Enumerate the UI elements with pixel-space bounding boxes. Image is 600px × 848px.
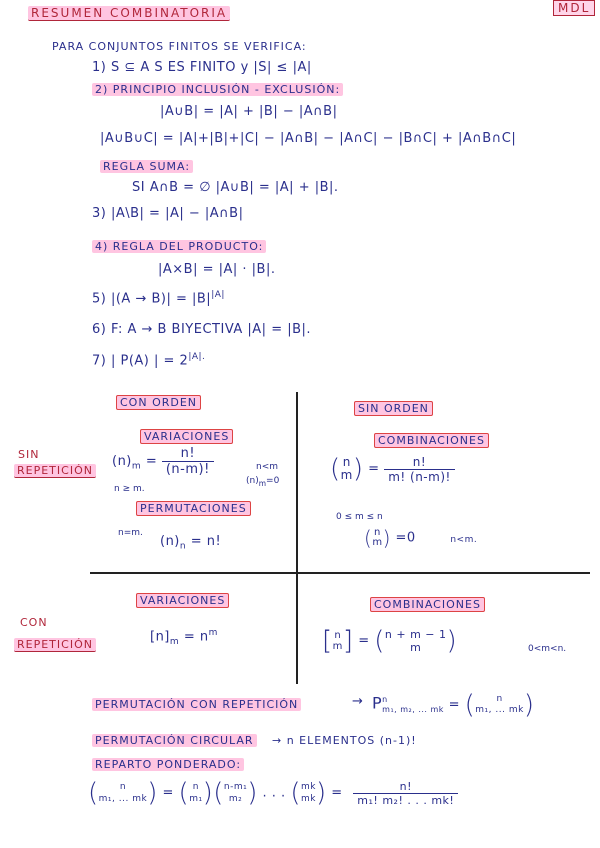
rule-2-formula-2: |A∪B∪C| = |A|+|B|+|C| − |A∩B| − |A∩C| − |B∩C| + |A∩B∩C| (100, 131, 517, 146)
row-label-con: CON (20, 616, 48, 629)
combinaciones-zero: ( n m ) =0 n<m. (364, 526, 478, 550)
variaciones-cond-zero: $(n)_m=0$ (246, 476, 280, 488)
page-title: RESUMEN COMBINATORIA (28, 6, 230, 20)
variaciones-label: VARIACIONES (140, 430, 233, 443)
combinaciones-formula: ( n m ) = $\frac{n!}{m! (n-m)!}$ (330, 454, 455, 484)
rule-4-formula: |A×B| = |A| · |B|. (158, 262, 276, 277)
rule-suma-formula: SI A∩B = ∅ |A∪B| = |A| + |B|. (132, 180, 339, 195)
perm-rep-label: PERMUTACIÓN CON REPETICIÓN (92, 698, 301, 711)
variaciones-rep-formula: $[n]_m = n^m$ (150, 628, 218, 647)
row-label-con-repeticion: REPETICIÓN (14, 638, 96, 651)
col-header-sin-orden: SIN ORDEN (354, 402, 433, 415)
combinaciones-rep-label: COMBINACIONES (370, 598, 485, 611)
row-label-sin: SIN (18, 448, 40, 461)
combinaciones-rep-formula: [ n m ] = ( n + m − 1 m ) (322, 626, 458, 656)
variaciones-formula: $(n)_m$ = $\frac{n!}{(n-m)!}$ (112, 446, 214, 477)
combinaciones-cond: 0 ≤ m ≤ n (336, 512, 383, 522)
variaciones-cond-lt: n<m (256, 462, 279, 472)
author-tag: MDL (553, 0, 595, 16)
combinaciones-rep-cond: 0<m<n. (528, 644, 567, 654)
rule-suma-title: REGLA SUMA: (100, 160, 193, 173)
rule-6: 6) F: A → B BIYECTIVA |A| = |B|. (92, 322, 312, 337)
variaciones-cond-ge: n ≥ m. (114, 484, 145, 494)
reparto-formula: ( n m₁, ... mk ) = ( n m₁ )( n-m₁ m₂ ) . . . ( mk mk ) = $\frac{n!}{\text{m₁! m₂! . . . mk!}}$ (88, 778, 458, 808)
variaciones-rep-label: VARIACIONES (136, 594, 229, 607)
perm-circ-label: PERMUTACIÓN CIRCULAR (92, 734, 257, 747)
rule-1: 1) S ⊆ A S ES FINITO y |S| ≤ |A| (92, 60, 312, 75)
perm-rep-formula: P n m₁, m₂, ... mk = ( n m₁, ... mk ) (372, 690, 535, 720)
rule-4-title: 4) REGLA DEL PRODUCTO: (92, 240, 266, 253)
permutaciones-cond: n=m. (118, 528, 143, 538)
rule-5: 5) $|(A \to B)| = |B|^{|A|}$ (92, 290, 225, 307)
permutaciones-label: PERMUTACIONES (136, 502, 251, 515)
reparto-label: REPARTO PONDERADO: (92, 758, 244, 771)
intro-text: PARA CONJUNTOS FINITOS SE VERIFICA: (52, 40, 307, 53)
perm-rep-arrow: → (352, 694, 364, 709)
table-vertical-divider (296, 392, 298, 684)
col-header-con-orden: CON ORDEN (116, 396, 201, 409)
rule-2-formula-1: |A∪B| = |A| + |B| − |A∩B| (160, 104, 338, 119)
rule-7: 7) | P(A) | = $2^{|A|.}$ (92, 352, 206, 369)
permutaciones-formula: $(n)_n = n$! (160, 534, 222, 552)
rule-2-title: 2) PRINCIPIO INCLUSIÓN - EXCLUSIÓN: (92, 83, 343, 96)
row-label-sin-repeticion: REPETICIÓN (14, 464, 96, 477)
table-horizontal-divider (90, 572, 590, 574)
rule-3: 3) |A\B| = |A| − |A∩B| (92, 206, 244, 221)
combinaciones-label: COMBINACIONES (374, 434, 489, 447)
perm-circ-formula: → n ELEMENTOS (n-1)! (272, 734, 417, 747)
